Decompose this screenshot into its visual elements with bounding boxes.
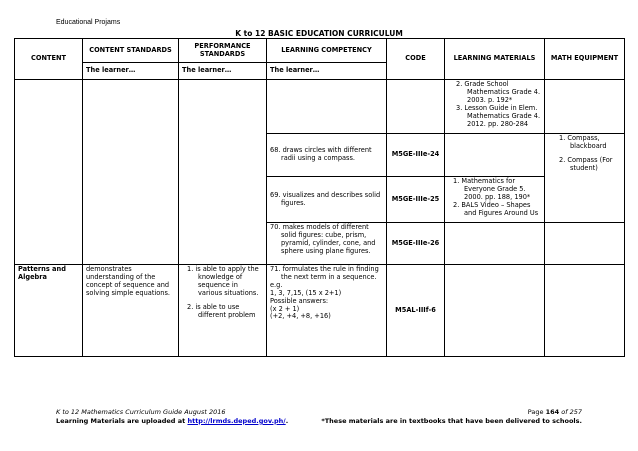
equipment-item: 2. Compass (For student) xyxy=(559,155,613,172)
competency-70: 70. makes models of different solid figures: cube, prism, pyramid, cylinder, cone, and sphere using plane figures. xyxy=(270,223,376,255)
cell-code: M5GE-IIIe-24 xyxy=(387,134,445,177)
performance-item: 1. is able to apply the knowledge of sequence in various situations. xyxy=(187,265,259,297)
equipment-item: 1. Compass, blackboard xyxy=(559,134,607,150)
cell-competency xyxy=(267,134,387,177)
footer-textbook-note: *These materials are in textbooks that have been delivered to schools. xyxy=(321,416,582,425)
col-header-performance-standards: PERFORMANCE STANDARDS xyxy=(179,39,267,63)
cell-learning-materials xyxy=(445,134,545,177)
footer-guide-title: K to 12 Mathematics Curriculum Guide August 2016 xyxy=(56,408,226,416)
cell-code: M5GE-IIIe-25 xyxy=(387,177,445,223)
cell-math-equipment xyxy=(545,80,625,134)
subheader-learning-competency: The learner… xyxy=(267,63,387,80)
cell-code: M5AL-IIIf-6 xyxy=(387,265,445,357)
cell-performance-standards xyxy=(179,265,267,357)
cell-code xyxy=(387,80,445,134)
col-header-content-standards: CONTENT STANDARDS xyxy=(83,39,179,63)
performance-item: 2. is able to use different problem xyxy=(187,302,256,319)
competency-68: 68. draws circles with different radii using a compass. xyxy=(270,146,372,162)
page-number: Page 164 of 257 xyxy=(527,408,582,416)
col-header-learning-materials: LEARNING MATERIALS xyxy=(445,39,545,80)
lrmds-link[interactable]: http://lrmds.deped.gov.ph/ xyxy=(187,416,286,425)
material-item: 1. Mathematics for Everyone Grade 5. 2000. pp. 188, 190* xyxy=(453,177,531,201)
cell-competency xyxy=(267,177,387,223)
table-row xyxy=(15,265,625,357)
table-row xyxy=(15,80,625,134)
cell-code: M5GE-IIIe-26 xyxy=(387,223,445,265)
cell-math-equipment xyxy=(545,134,625,223)
subheader-performance-standards: The learner… xyxy=(179,63,267,80)
footer-right xyxy=(321,408,582,426)
cell-math-equipment xyxy=(545,265,625,357)
footer-upload-note: Learning Materials are uploaded at http://lrmds.deped.gov.ph/. xyxy=(56,416,289,425)
col-header-code: CODE xyxy=(387,39,445,80)
col-header-learning-competency: LEARNING COMPETENCY xyxy=(267,39,387,63)
cell-learning-materials xyxy=(445,223,545,265)
cell-learning-materials xyxy=(445,265,545,357)
competency-example-line: 1, 3, 7,15, (15 x 2+1) xyxy=(270,288,342,297)
cell-performance-standards xyxy=(179,80,267,265)
cell-competency xyxy=(267,80,387,134)
competency-example-line: e.g. xyxy=(270,280,283,289)
subheader-content-standards: The learner… xyxy=(83,63,179,80)
cell-content: Patterns and Algebra xyxy=(15,265,83,357)
cell-content-standards xyxy=(83,80,179,265)
cell-competency xyxy=(267,223,387,265)
footer-left xyxy=(56,408,288,426)
col-header-math-equipment: MATH EQUIPMENT xyxy=(545,39,625,80)
material-item: 2. BALS Video – Shapes and Figures Around Us xyxy=(453,200,539,217)
cell-learning-materials xyxy=(445,80,545,134)
col-header-content: CONTENT xyxy=(15,39,83,80)
competency-69: 69. visualizes and describes solid figures. xyxy=(270,190,381,207)
cell-content-standards: demonstrates understanding of the concept of sequence and solving simple equations. xyxy=(83,265,179,357)
curriculum-table xyxy=(14,38,625,357)
cell-content xyxy=(15,80,83,265)
cell-learning-materials xyxy=(445,177,545,223)
cell-competency xyxy=(267,265,387,357)
competency-example-line: Possible answers: xyxy=(270,296,329,305)
competency-example-line: (+2, +4, +8, +16) xyxy=(270,312,331,321)
header-organization: Educational Projams xyxy=(56,19,121,26)
competency-example-line: (x 2 + 1) xyxy=(270,304,300,313)
cell-math-equipment xyxy=(545,223,625,265)
material-item: 3. Lesson Guide in Elem. Mathematics Grade 4. 2012. pp. 280-284 xyxy=(456,103,541,128)
document-title: K to 12 BASIC EDUCATION CURRICULUM xyxy=(235,29,403,38)
material-item: 2. Grade School Mathematics Grade 4. 2003. p. 192* xyxy=(456,80,541,104)
competency-71: 71. formulates the rule in finding the next term in a sequence. xyxy=(270,265,379,281)
